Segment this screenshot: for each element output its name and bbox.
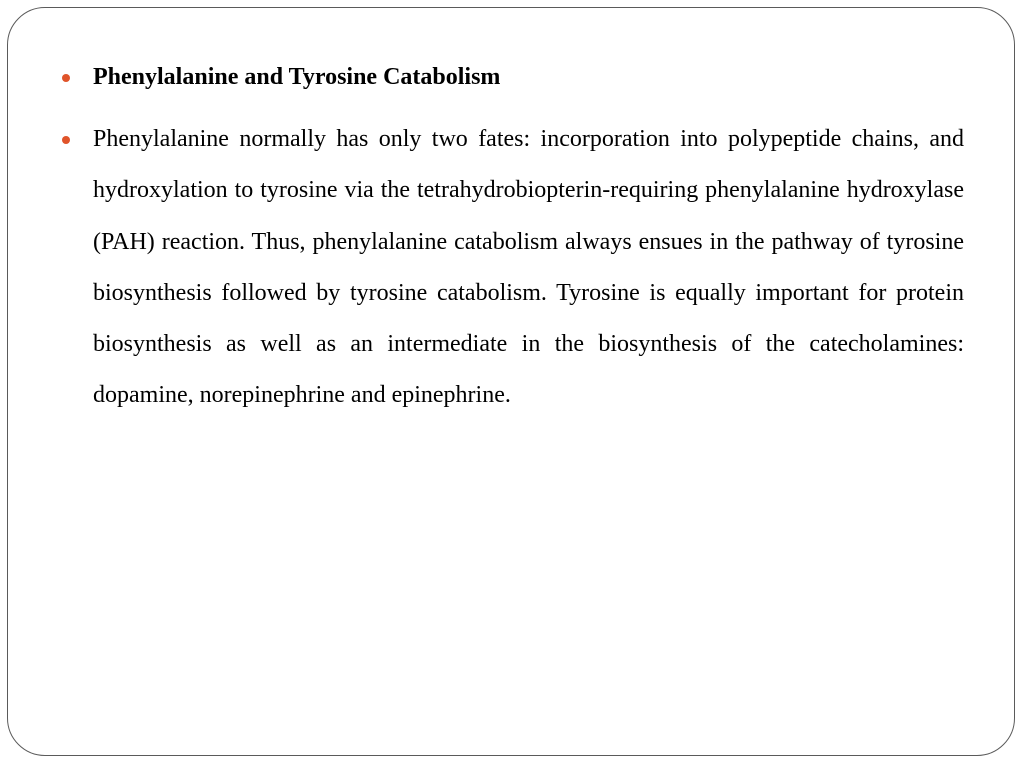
bullet-item-paragraph — [62, 124, 964, 422]
bullet-item-title — [62, 62, 964, 92]
bullet-dot-icon — [62, 136, 70, 144]
bullet-dot-icon — [62, 74, 70, 82]
body-paragraph: Phenylalanine normally has only two fates: incorporation into polypeptide chains, and hydroxylation to tyrosine via the tetrahydrobiopterin-requiring phenylalanine hydroxylase (PAH) reaction. Thus, phenylalanine catabolism always ensues in the pathway of tyrosine biosynthesis followed by tyrosine catabolism. Tyrosine is equally important for protein biosynthesis as well as an intermediate in the biosynthesis of the catecholamines: dopamine, norepinephrine and epinephrine. — [93, 126, 964, 409]
slide-title: Phenylalanine and Tyrosine Catabolism — [93, 64, 501, 90]
